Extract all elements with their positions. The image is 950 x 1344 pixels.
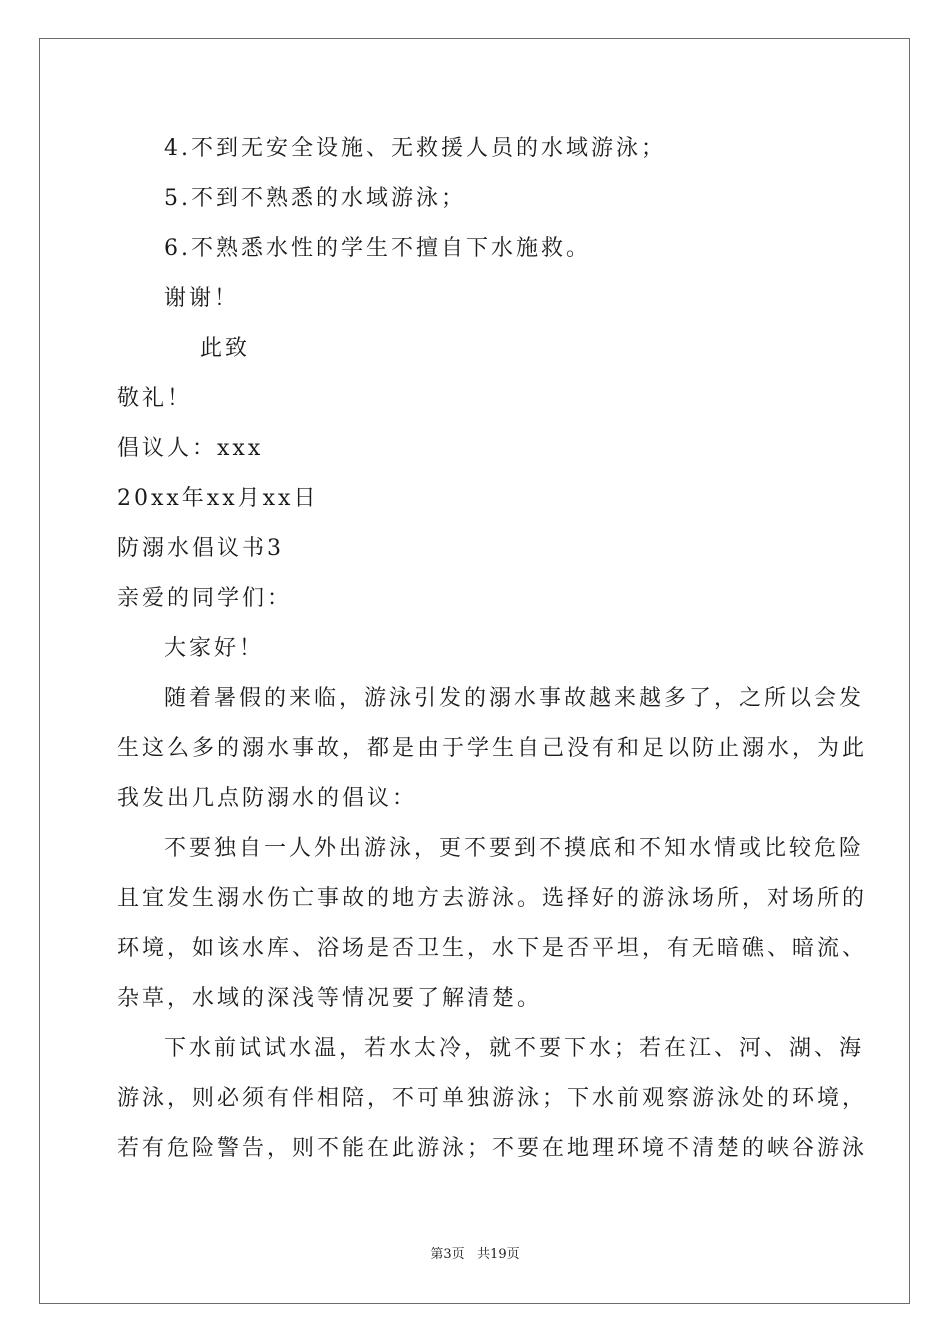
list-item: 4.不到无安全设施、无救援人员的水域游泳； bbox=[164, 136, 666, 161]
section-title: 防溺水倡议书3 bbox=[117, 536, 284, 561]
paragraph-line: 环境，如该水库、浴场是否卫生，水下是否平坦，有无暗礁、暗流、 bbox=[117, 936, 868, 961]
paragraph-line: 生这么多的溺水事故，都是由于学生自己没有和足以防止溺水，为此 bbox=[117, 736, 868, 761]
page-border bbox=[39, 38, 910, 1304]
list-item: 6.不熟悉水性的学生不擅自下水施救。 bbox=[164, 236, 591, 261]
paragraph-line: 下水前试试水温，若水太冷，就不要下水；若在江、河、湖、海 bbox=[164, 1036, 865, 1061]
paragraph-line: 若有危险警告，则不能在此游泳；不要在地理环境不清楚的峡谷游泳 bbox=[117, 1136, 868, 1161]
thanks-text: 谢谢！ bbox=[164, 286, 240, 311]
paragraph-line: 我发出几点防溺水的倡议： bbox=[117, 786, 418, 811]
proposer-line: 倡议人：xxx bbox=[117, 436, 264, 461]
closing-line: 此致 bbox=[200, 336, 251, 361]
paragraph-line: 游泳，则必须有伴相陪，不可单独游泳；下水前观察游泳处的环境， bbox=[117, 1086, 868, 1111]
paragraph-line: 不要独自一人外出游泳，更不要到不摸底和不知水情或比较危险 bbox=[164, 836, 865, 861]
date-line: 20xx年xx月xx日 bbox=[117, 486, 319, 511]
closing-regards: 敬礼！ bbox=[117, 386, 193, 411]
paragraph-line: 随着暑假的来临，游泳引发的溺水事故越来越多了，之所以会发 bbox=[164, 686, 865, 711]
page-number-footer: 第3页 共19页 bbox=[430, 1247, 520, 1262]
list-item: 5.不到不熟悉的水域游泳； bbox=[164, 186, 466, 211]
salutation: 亲爱的同学们： bbox=[117, 586, 293, 611]
greeting: 大家好！ bbox=[164, 636, 265, 661]
paragraph-line: 杂草，水域的深浅等情况要了解清楚。 bbox=[117, 986, 543, 1011]
paragraph-line: 且宜发生溺水伤亡事故的地方去游泳。选择好的游泳场所，对场所的 bbox=[117, 886, 868, 911]
